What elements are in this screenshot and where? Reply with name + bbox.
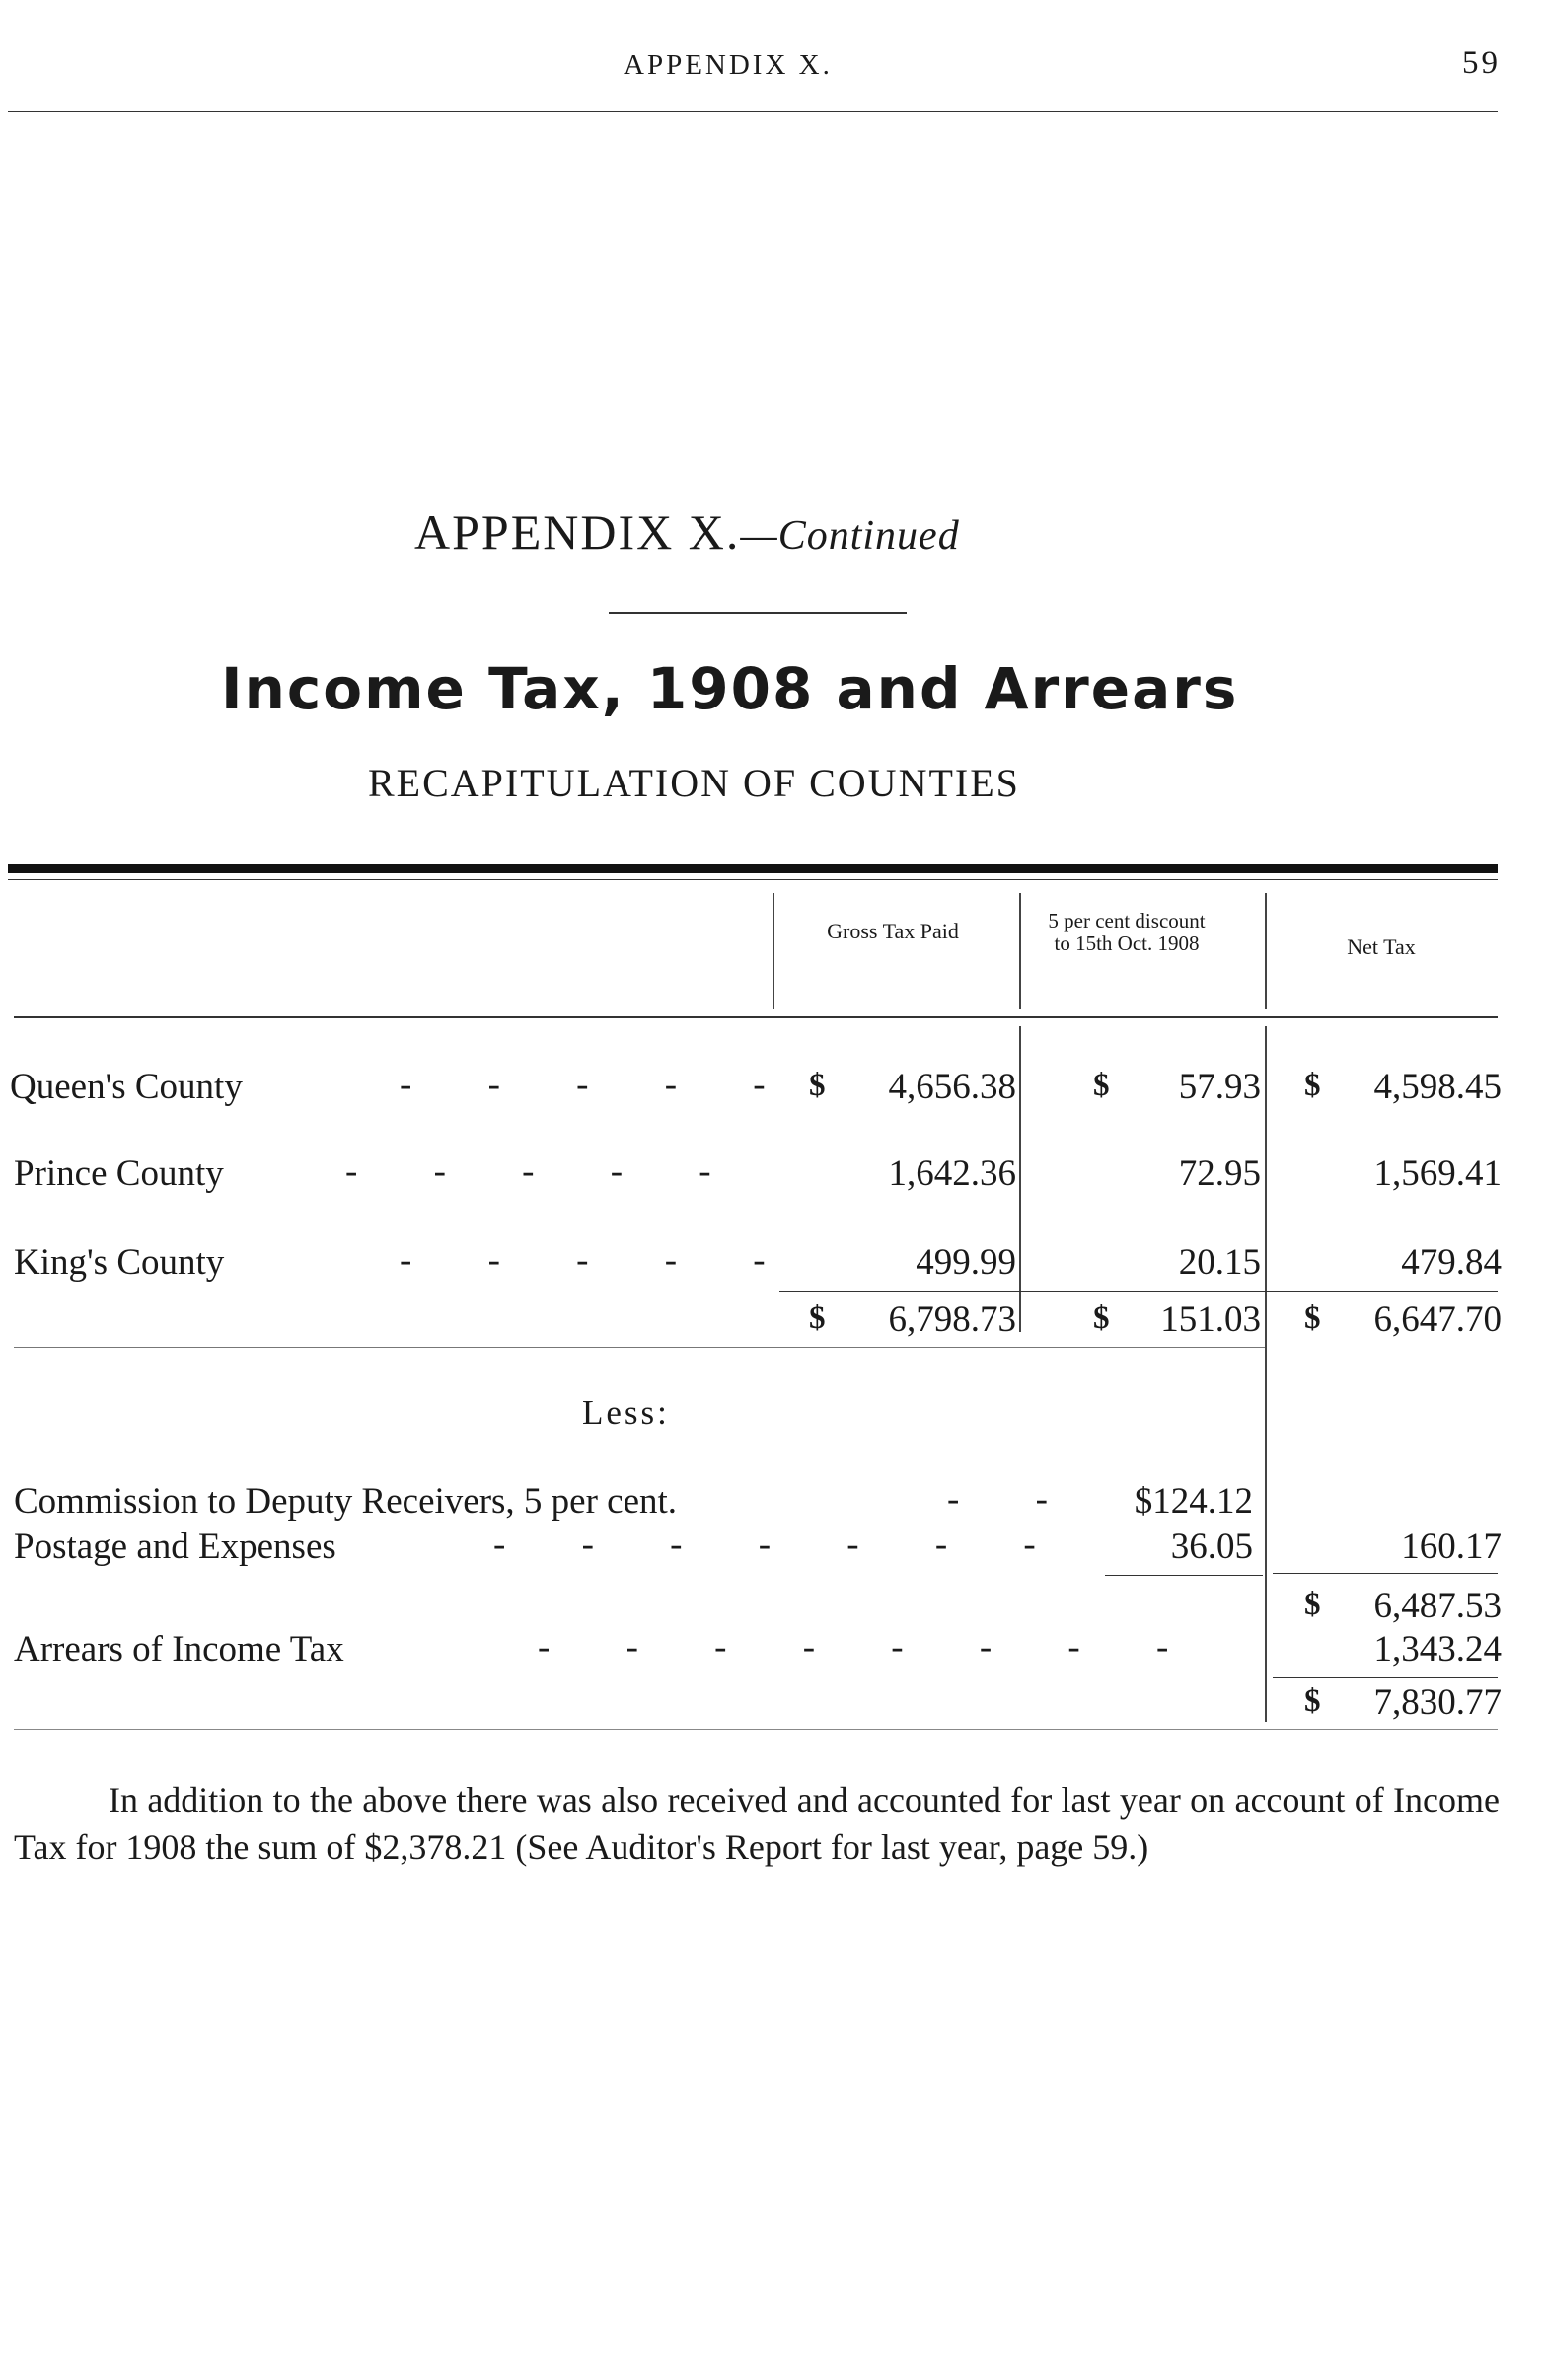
grand-total: 7,830.77 xyxy=(1373,1682,1502,1723)
dollar-sign: $ xyxy=(809,1301,826,1336)
total-gross: 6,798.73 xyxy=(888,1300,1016,1340)
dollar-sign: $ xyxy=(1304,1587,1321,1622)
section-title: RECAPITULATION OF COUNTIES xyxy=(368,761,1020,805)
grand-total-rule xyxy=(1273,1677,1498,1678)
row-dashes-queens: - - - - - xyxy=(400,1065,799,1105)
title-continued: —Continued xyxy=(740,513,960,558)
less-postage-label: Postage and Expenses xyxy=(14,1526,336,1567)
less-total: 160.17 xyxy=(1401,1526,1502,1567)
title-rule xyxy=(609,612,907,614)
arrears-label: Arrears of Income Tax xyxy=(14,1629,344,1670)
less-commission-amount: $124.12 xyxy=(1134,1481,1253,1522)
discount-kings: 20.15 xyxy=(1178,1242,1261,1283)
header-rule xyxy=(8,111,1498,112)
table-top-rule-thin xyxy=(8,879,1498,880)
row-label-queens: Queen's County xyxy=(10,1067,243,1107)
less-heading: Less: xyxy=(582,1393,670,1432)
discount-queens: 57.93 xyxy=(1178,1067,1261,1107)
less-commission-dashes: - - xyxy=(947,1479,1081,1520)
table-bottom-rule xyxy=(14,1729,1498,1730)
arrears-amount: 1,343.24 xyxy=(1373,1629,1502,1670)
gross-prince: 1,642.36 xyxy=(888,1153,1016,1194)
discount-prince: 72.95 xyxy=(1178,1153,1261,1194)
col-header-gross: Gross Tax Paid xyxy=(827,919,959,943)
gross-queens: 4,656.38 xyxy=(888,1067,1016,1107)
col-divider-1-head xyxy=(772,893,774,1009)
net-kings: 479.84 xyxy=(1401,1242,1502,1283)
less-total-rule xyxy=(1273,1573,1498,1574)
total-net: 6,647.70 xyxy=(1373,1300,1502,1340)
subtitle: Income Tax, 1908 and Arrears xyxy=(221,655,1239,722)
dollar-sign: $ xyxy=(1304,1301,1321,1336)
less-postage-amount: 36.05 xyxy=(1170,1526,1253,1567)
dollar-sign: $ xyxy=(1093,1301,1110,1336)
col-header-net: Net Tax xyxy=(1347,934,1416,959)
col-header-discount: 5 per cent discount to 15th Oct. 1908 xyxy=(1048,909,1206,955)
arrears-dashes: - - - - - - - - xyxy=(538,1627,1203,1668)
totals-rule xyxy=(779,1291,1498,1292)
dollar-sign: $ xyxy=(809,1068,826,1103)
title-main: APPENDIX X. xyxy=(414,504,741,559)
row-dashes-kings: - - - - - xyxy=(400,1240,799,1281)
less-postage-dashes: - - - - - - - xyxy=(493,1525,1069,1565)
net-prince: 1,569.41 xyxy=(1373,1153,1502,1194)
row-label-kings: King's County xyxy=(14,1242,225,1283)
subtotal-net: 6,487.53 xyxy=(1373,1586,1502,1626)
less-commission-label: Commission to Deputy Receivers, 5 per cent. xyxy=(14,1481,678,1522)
dollar-sign: $ xyxy=(1304,1068,1321,1103)
net-queens: 4,598.45 xyxy=(1373,1067,1502,1107)
col-divider-2 xyxy=(1265,1026,1267,1722)
col-divider-2-head xyxy=(1019,893,1021,1009)
dollar-sign: $ xyxy=(1093,1068,1110,1103)
dollar-sign: $ xyxy=(1304,1683,1321,1719)
less-rule xyxy=(1105,1575,1263,1576)
total-discount: 151.03 xyxy=(1160,1300,1261,1340)
table-top-rule xyxy=(8,864,1498,873)
gross-kings: 499.99 xyxy=(916,1242,1016,1283)
row-label-prince: Prince County xyxy=(14,1153,224,1194)
page-number: 59 xyxy=(1462,45,1501,81)
col-divider-1 xyxy=(1019,1026,1021,1332)
totals-bottom-rule xyxy=(14,1347,1265,1348)
header-bottom-rule xyxy=(14,1016,1498,1018)
row-dashes-prince: - - - - - xyxy=(345,1152,745,1192)
running-header: APPENDIX X. xyxy=(624,49,833,81)
col-divider-3-head xyxy=(1265,893,1267,1009)
footnote-paragraph: In addition to the above there was also received and accounted for last year on account of Income Tax for 1908 the sum of $2,378.21 (See Auditor's Report for last year, page 59.) xyxy=(14,1780,1500,1867)
page-title xyxy=(414,503,960,560)
